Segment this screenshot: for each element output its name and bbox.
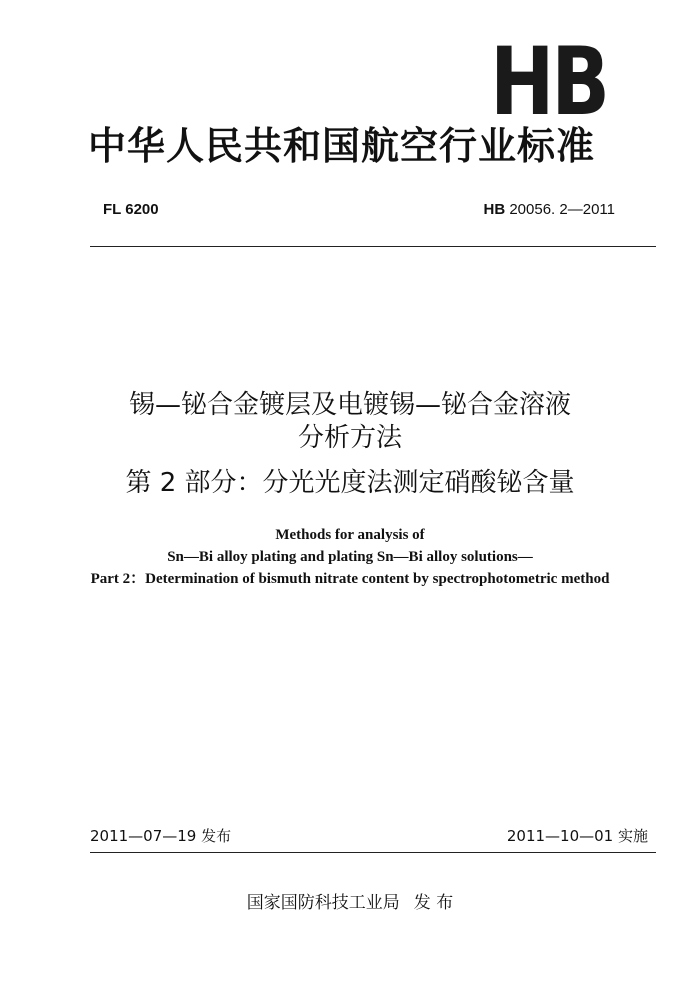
issue-date: 2011—07—19 发布 (90, 827, 232, 845)
standard-number-value: 20056. 2—2011 (509, 201, 615, 218)
top-divider (90, 246, 656, 247)
publisher-line (0, 888, 700, 913)
english-title-line-3: Part 2：Determination of bismuth nitrate content by spectrophotometric method (90, 571, 610, 587)
english-title-line-2: Sn—Bi alloy plating and plating Sn—Bi alloy solutions— (167, 549, 533, 565)
standard-number (484, 201, 616, 218)
publish-label: 发 布 (413, 893, 454, 913)
chinese-title-line-1: 锡—铋合金镀层及电镀锡—铋合金溶液 (128, 390, 571, 420)
classification-code: FL 6200 (103, 201, 159, 218)
bottom-divider (90, 852, 656, 853)
hb-logo: HB (490, 28, 607, 137)
english-title-line-1: Methods for analysis of (275, 527, 425, 543)
standard-prefix: HB (483, 201, 506, 218)
organization-title: 中华人民共和国航空行业标准 (88, 124, 596, 168)
chinese-title-line-3: 第 2 部分：分光光度法测定硝酸铋含量 (125, 468, 575, 498)
chinese-title-line-2: 分析方法 (297, 423, 402, 453)
implementation-date: 2011—10—01 实施 (506, 827, 648, 845)
publisher-name: 国家国防科技工业局 (246, 893, 400, 913)
